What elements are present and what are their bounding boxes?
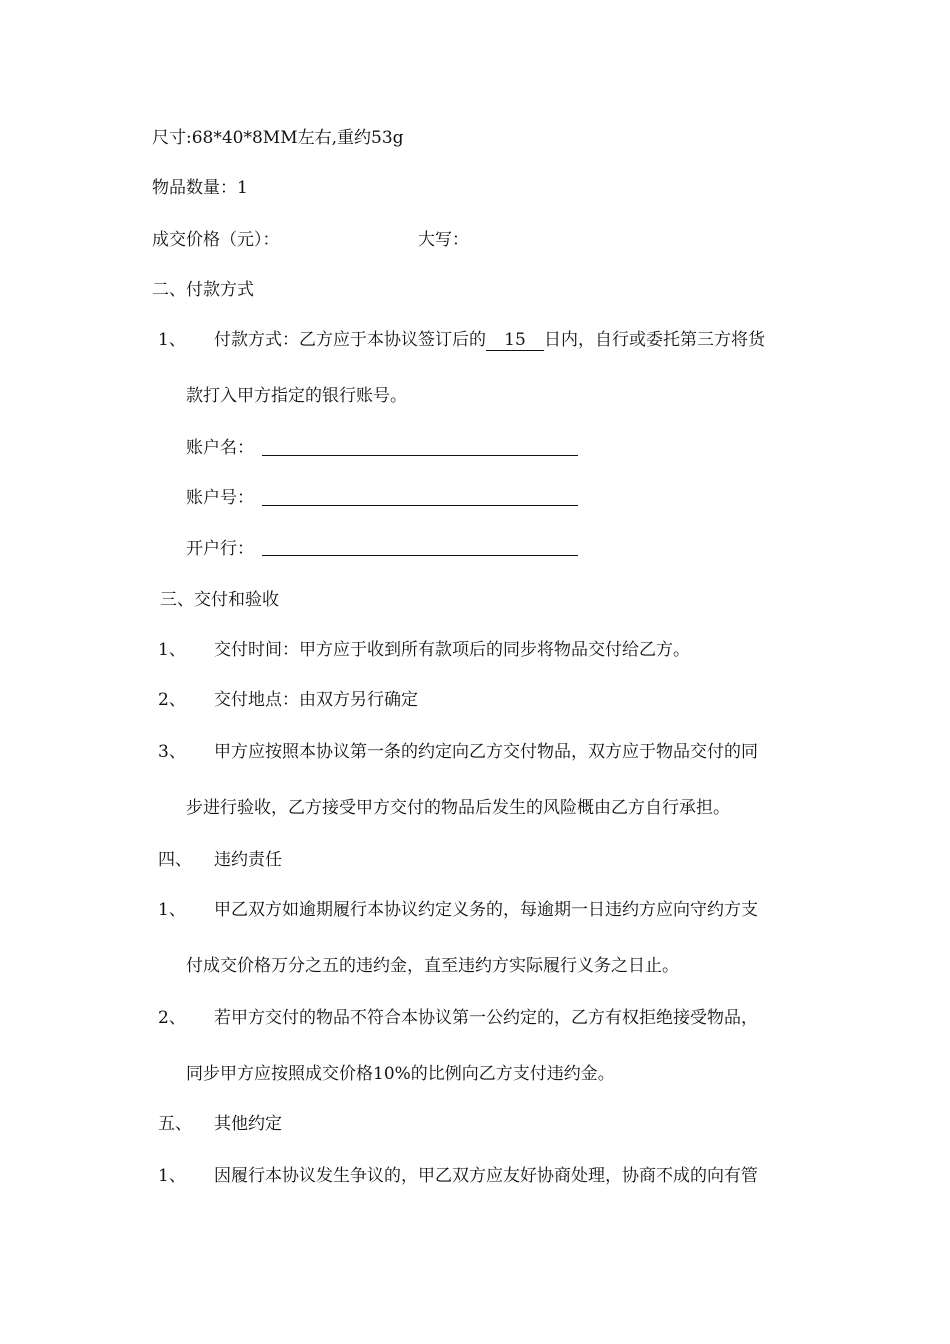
clause-late-performance: 甲乙双方如逾期履行本协议约定义务的，每逾期一日违约方应向守约方支: [214, 900, 758, 920]
payment-days-value: 15: [486, 330, 544, 351]
price-label: 成交价格（元）：: [152, 230, 280, 250]
account-name-blank-line: [262, 455, 578, 456]
clause-payment-method: [214, 328, 765, 352]
section-heading-delivery: 三、交付和验收: [160, 590, 279, 610]
clause-number: 2、: [158, 690, 186, 710]
section-heading-breach: 违约责任: [214, 850, 282, 870]
clause-dispute-resolution: 因履行本协议发生争议的，甲乙双方应友好协商处理，协商不成的向有管: [214, 1166, 758, 1186]
clause-number: 1、: [158, 900, 186, 920]
section-number: 五、: [158, 1114, 192, 1134]
account-number-label: 账户号：: [186, 488, 254, 508]
clause-number: 2、: [158, 1008, 186, 1028]
item-size: 尺寸:68*40*8MM左右,重约53g: [152, 128, 404, 148]
clause-continuation: 同步甲方应按照成交价格10%的比例向乙方支付违约金。: [186, 1064, 615, 1084]
clause-nonconforming-goods: 若甲方交付的物品不符合本协议第一公约定的，乙方有权拒绝接受物品，: [214, 1008, 758, 1028]
clause-number: 3、: [158, 742, 186, 762]
bank-blank-line: [262, 555, 578, 556]
item-quantity: 物品数量：1: [152, 178, 248, 198]
clause-text: 日内，自行或委托第三方将货: [544, 330, 765, 350]
clause-number: 1、: [158, 640, 186, 660]
clause-continuation: 款打入甲方指定的银行账号。: [186, 386, 407, 406]
clause-delivery-time: 交付时间：甲方应于收到所有款项后的同步将物品交付给乙方。: [214, 640, 690, 660]
section-number: 四、: [158, 850, 192, 870]
clause-delivery-place: 交付地点：由双方另行确定: [214, 690, 418, 710]
clause-text: 付款方式：乙方应于本协议签订后的: [214, 330, 486, 350]
clause-continuation: 付成交价格万分之五的违约金，直至违约方实际履行义务之日止。: [186, 956, 679, 976]
capital-amount-label: 大写：: [418, 230, 469, 250]
bank-label: 开户行：: [186, 539, 254, 559]
clause-delivery-inspection: 甲方应按照本协议第一条的约定向乙方交付物品，双方应于物品交付的同: [214, 742, 758, 762]
clause-number: 1、: [158, 1166, 186, 1186]
clause-continuation: 步进行验收，乙方接受甲方交付的物品后发生的风险概由乙方自行承担。: [186, 798, 730, 818]
clause-number: 1、: [158, 330, 186, 350]
account-number-blank-line: [262, 505, 578, 506]
account-name-label: 账户名：: [186, 438, 254, 458]
section-heading-payment: 二、付款方式: [152, 280, 254, 300]
section-heading-other: 其他约定: [214, 1114, 282, 1134]
